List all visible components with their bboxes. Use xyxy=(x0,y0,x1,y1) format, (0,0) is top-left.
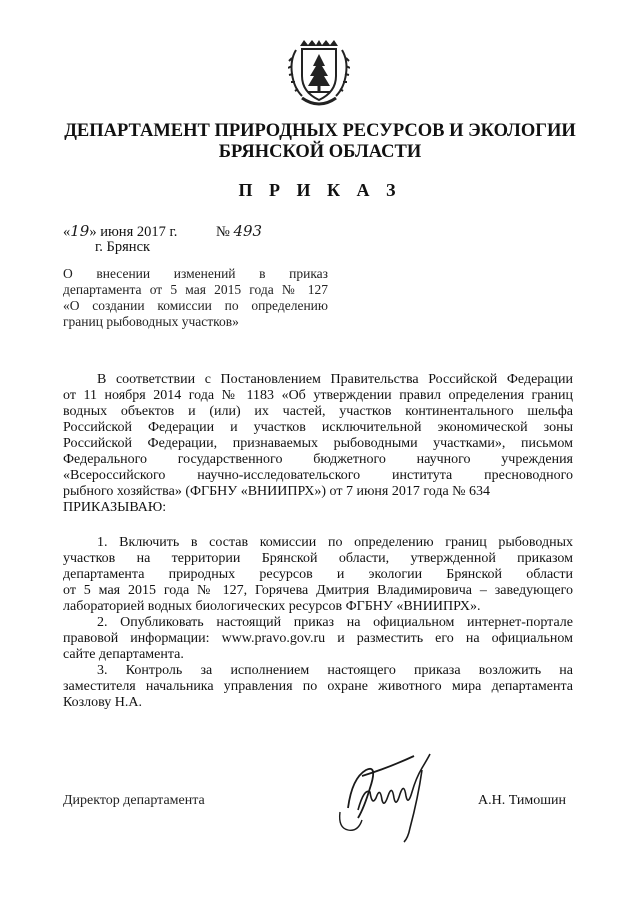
subject-line: департамента от 5 мая 2015 года № 127 xyxy=(63,282,328,297)
order-city: г. Брянск xyxy=(95,239,151,255)
subject-line: «О создании комиссии по определению xyxy=(63,298,328,313)
coat-of-arms-icon xyxy=(288,40,350,110)
date-open-quote: « xyxy=(63,224,71,240)
date-rest: » июня 2017 г. xyxy=(89,224,178,240)
item1-line: лабораторией водных биологических ресурсов ФГБНУ «ВНИИПРХ». xyxy=(63,599,481,614)
department-title-line2: БРЯНСКОЙ ОБЛАСТИ xyxy=(218,142,422,162)
order-body xyxy=(63,372,573,711)
order-number-label: № xyxy=(216,224,234,240)
preamble-line: В соответствии с Постановлением Правительства Российской Федерации xyxy=(97,372,573,387)
department-title xyxy=(0,121,640,163)
item1-line: 1. Включить в состав комиссии по определению границ рыбоводных xyxy=(97,535,573,550)
order-number xyxy=(216,222,262,241)
item3-line: Козлову Н.А. xyxy=(63,695,143,710)
subject-line: О внесении изменений в приказ xyxy=(63,266,328,281)
signer-position: Директор департамента xyxy=(63,793,205,808)
preamble-line: «Всероссийского научно-исследовательского института пресноводного xyxy=(63,468,573,483)
item2-line: 2. Опубликовать настоящий приказ на официальном интернет-портале xyxy=(97,615,573,630)
order-number-value: 493 xyxy=(233,222,263,240)
preamble-line: Российской Федерации и участков исключительной экономической зоны xyxy=(63,420,573,435)
preamble-line: Федерального государственного бюджетного научного учреждения xyxy=(63,452,573,467)
date-day: 19 xyxy=(70,222,90,240)
order-heading: П Р И К А З xyxy=(238,180,402,200)
order-subject xyxy=(63,266,328,330)
department-title-line1: ДЕПАРТАМЕНТ ПРИРОДНЫХ РЕСУРСОВ И ЭКОЛОГИИ xyxy=(64,121,576,141)
order-word: ПРИКАЗЫВАЮ: xyxy=(63,500,167,515)
handwritten-signature xyxy=(318,748,446,844)
item1-line: от 5 мая 2015 года № 127, Горячева Дмитрия Владимировича – заведующего xyxy=(63,583,573,598)
preamble-line: рыбного хозяйства» (ФГБНУ «ВНИИПРХ») от 7 июня 2017 года № 634 xyxy=(63,484,491,499)
item3-line: 3. Контроль за исполнением настоящего приказа возложить на xyxy=(97,663,573,678)
signer-name: А.Н. Тимошин xyxy=(478,793,567,808)
item3-line: заместителя начальника управления по охране животного мира департамента xyxy=(63,679,573,694)
preamble-line: водных объектов и (или) их частей, участков континентального шельфа xyxy=(63,404,573,419)
item2-line: правовой информации: www.pravo.gov.ru и разместить его на официальном xyxy=(63,631,573,646)
item2-line: сайте департамента. xyxy=(63,647,184,662)
item1-line: участков на территории Брянской области, утвержденной приказом xyxy=(63,551,573,566)
preamble-line: от 11 ноября 2014 года № 1183 «Об утверждении правил определения границ xyxy=(63,388,573,403)
item1-line: департамента природных ресурсов и экологии Брянской области xyxy=(63,567,573,582)
preamble-line: Российской Федерации, признаваемых рыбоводными участками», письмом xyxy=(63,436,573,451)
subject-line: границ рыбоводных участков» xyxy=(63,314,239,329)
